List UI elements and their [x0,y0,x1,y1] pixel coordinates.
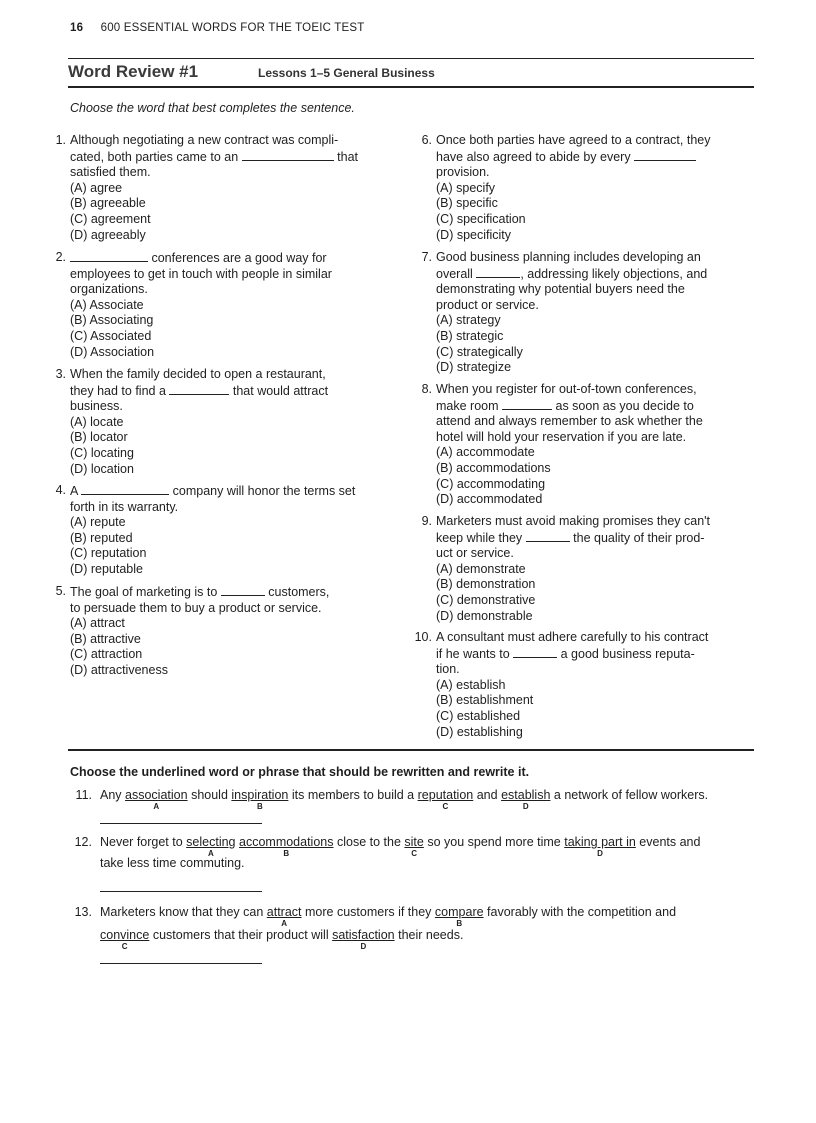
option: (B) Associating [70,313,154,328]
header-rule-bottom [68,86,754,88]
underlined-choice-b: compare B [434,905,484,928]
option: (D) agreeably [70,227,146,242]
answer-blank [81,483,169,495]
page-number: 16 [70,22,84,34]
instructions: Choose the word that best completes the sentence. [70,101,355,115]
answer-blank [476,266,520,278]
underlined-choice-d: satisfaction D [332,928,395,951]
option: (D) strategize [436,360,512,375]
option: (B) locator [70,430,128,445]
running-head [70,22,364,34]
option: (B) agreeable [70,196,146,211]
option: (A) locate [70,414,124,429]
answer-blank [169,383,229,395]
option: (B) accommodations [436,460,551,475]
book-title: 600 ESSENTIAL WORDS FOR THE TOEIC TEST [100,22,365,34]
answer-line-11[interactable] [100,823,262,824]
option: (B) strategic [436,328,504,343]
answer-blank [513,646,557,658]
answer-blank [526,530,570,542]
option: (B) attractive [70,631,141,646]
option: (A) Associate [70,297,144,312]
option: (C) demonstrative [436,592,536,607]
option: (A) specify [436,180,496,195]
option: (C) locating [70,445,134,460]
header-rule-top [68,58,754,59]
option: (B) demonstration [436,577,536,592]
option: (D) attractiveness [70,662,168,677]
option: (C) agreement [70,211,151,226]
option: (B) reputed [70,530,133,545]
section-divider [68,749,754,751]
option: (C) accommodating [436,476,546,491]
answer-blank [221,584,265,596]
section-title: Word Review #1 [68,62,199,81]
option: (A) demonstrate [436,561,526,576]
option: (B) specific [436,196,498,211]
option: (D) demonstrable [436,608,533,623]
option: (A) establish [436,677,506,692]
underlined-choice-d: establish D [501,788,551,811]
option: (D) accommodated [436,492,543,507]
option: (D) Association [70,344,155,359]
option: (A) repute [70,515,126,530]
option: (C) attraction [70,647,143,662]
underlined-choice-b: accommodations B [239,835,334,858]
option: (D) specificity [436,227,512,242]
option: (A) strategy [436,313,501,328]
option: (C) strategically [436,344,523,359]
underlined-choice-a: attract A [266,905,302,928]
option: (D) reputable [70,561,143,576]
option: (D) establishing [436,724,523,739]
underlined-choice-a: association A [125,788,188,811]
answer-line-12[interactable] [100,891,262,892]
answer-line-13[interactable] [100,963,262,964]
answer-blank [70,250,148,262]
option: (B) establishment [436,693,534,708]
option: (A) agree [70,180,123,195]
underlined-choice-c: convince C [100,928,150,951]
answer-blank [634,149,696,161]
underlined-choice-c: reputation C [417,788,474,811]
option: (C) Associated [70,328,152,343]
option: (C) specification [436,211,526,226]
option: (C) reputation [70,546,147,561]
section-subtitle: Lessons 1–5 General Business [258,66,435,80]
option: (D) location [70,461,134,476]
option: (C) established [436,708,521,723]
answer-blank [242,149,334,161]
answer-blank [502,398,552,410]
underlined-choice-d: taking part in D [564,835,636,858]
option: (A) attract [70,616,125,631]
part2-heading: Choose the underlined word or phrase that should be rewritten and rewrite it. [70,765,530,779]
underlined-choice-c: site C [404,835,424,858]
underlined-choice-a: selecting A [186,835,236,858]
underlined-choice-b: inspiration B [231,788,289,811]
option: (A) accommodate [436,445,535,460]
